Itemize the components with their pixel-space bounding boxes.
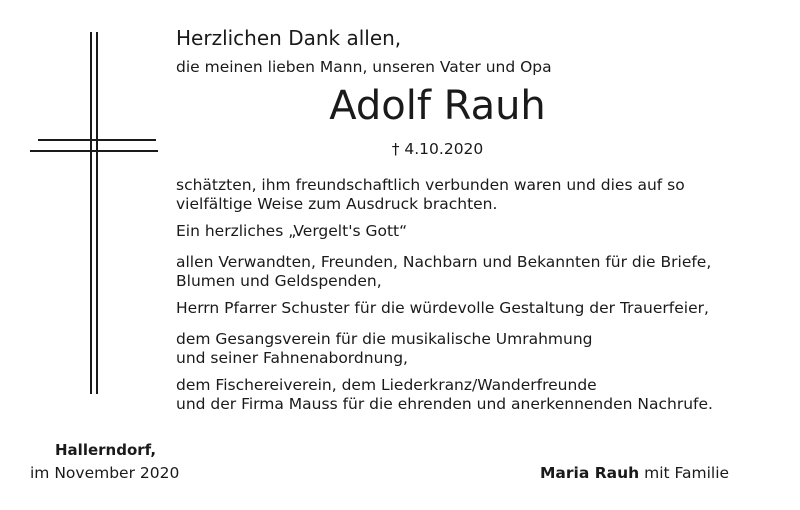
paragraph-line: schätzten, ihm freundschaftlich verbunden waren und dies auf so xyxy=(176,176,685,194)
greeting: Herzlichen Dank allen, xyxy=(176,26,402,50)
paragraph-line: dem Gesangsverein für die musikalische Umrahmung xyxy=(176,330,593,348)
paragraph-line: allen Verwandten, Freunden, Nachbarn und Bekannten für die Briefe, xyxy=(176,253,712,271)
paragraph xyxy=(176,253,776,291)
notice-date: im November 2020 xyxy=(30,464,180,482)
paragraph xyxy=(176,376,776,414)
paragraph-line: und seiner Fahnenabordnung, xyxy=(176,349,408,367)
paragraph-line: dem Fischereiverein, dem Liederkranz/Wanderfreunde xyxy=(176,376,597,394)
death-date: † 4.10.2020 xyxy=(391,140,484,158)
paragraph xyxy=(176,176,776,214)
signature-name: Maria Rauh xyxy=(540,464,640,482)
signature xyxy=(540,466,729,482)
paragraph-line: Herrn Pfarrer Schuster für die würdevolle Gestaltung der Trauerfeier, xyxy=(176,299,709,317)
paragraph-line: Blumen und Geldspenden, xyxy=(176,272,382,290)
paragraph xyxy=(176,299,776,318)
paragraph-line: vielfältige Weise zum Ausdruck brachten. xyxy=(176,195,498,213)
deceased-name: Adolf Rauh xyxy=(329,83,546,129)
greeting-subline: die meinen lieben Mann, unseren Vater und Opa xyxy=(176,58,552,76)
signature-suffix: mit Familie xyxy=(644,464,730,482)
paragraph-line: und der Firma Mauss für die ehrenden und anerkennenden Nachrufe. xyxy=(176,395,713,413)
place: Hallerndorf, xyxy=(55,441,157,459)
paragraph xyxy=(176,330,776,368)
paragraph-line: Ein herzliches „Vergelt's Gott“ xyxy=(176,222,408,240)
paragraph xyxy=(176,222,776,241)
